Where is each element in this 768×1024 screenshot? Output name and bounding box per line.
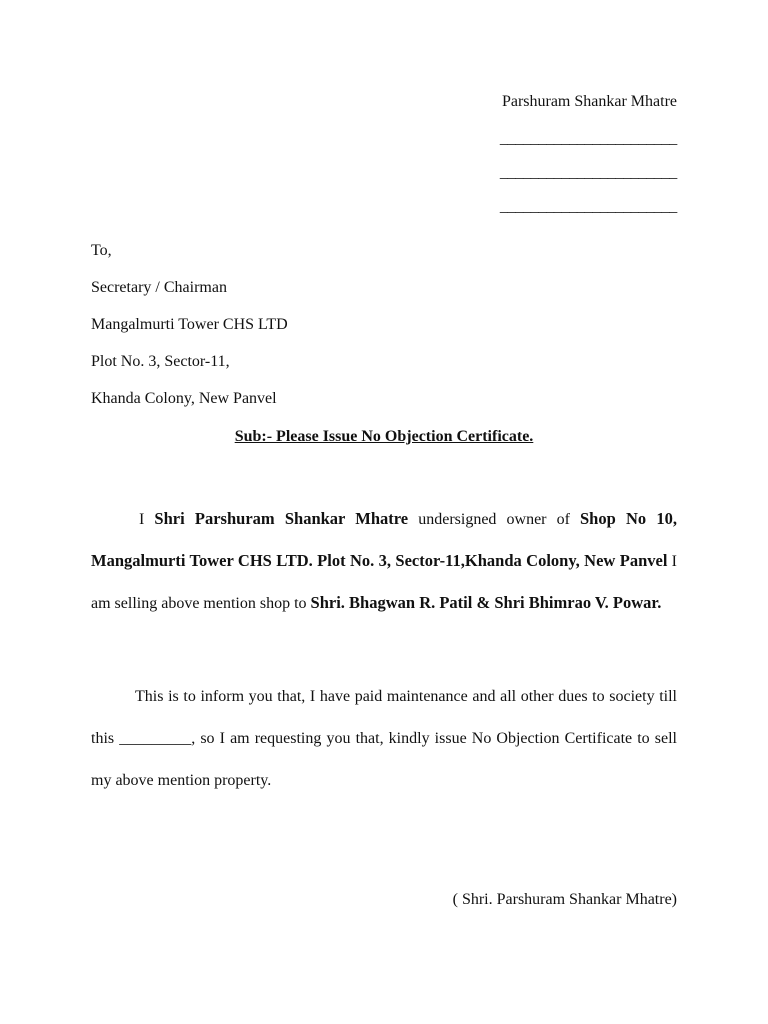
address-blank-line-3: _______________________: [499, 198, 677, 215]
recipient-line-society: Mangalmurti Tower CHS LTD: [91, 316, 288, 333]
subject-line: Sub:- Please Issue No Objection Certificate.: [234, 428, 534, 445]
owner-name: Shri Parshuram Shankar Mhatre: [154, 509, 409, 528]
sender-block: [477, 92, 677, 231]
recipient-line-plot: Plot No. 3, Sector-11,: [91, 353, 230, 370]
address-blank-line-2: _______________________: [499, 164, 677, 181]
sender-name: Parshuram Shankar Mhatre: [501, 93, 677, 110]
signature-line: ( Shri. Parshuram Shankar Mhatre): [452, 891, 677, 908]
shop-address: Shop No 10, Mangalmurti Tower CHS LTD. Plot No. 3, Sector-11,Khanda Colony, New Panvel: [91, 509, 677, 570]
para1-text-2: undersigned owner of: [408, 511, 580, 528]
salutation: To,: [91, 242, 112, 259]
buyer-names: Shri. Bhagwan R. Patil & Shri Bhimrao V. Powar.: [310, 593, 662, 612]
recipient-line-locality: Khanda Colony, New Panvel: [91, 390, 277, 407]
para1-text-1: I: [139, 511, 155, 528]
address-blank-line-1: _______________________: [499, 130, 677, 147]
recipient-line-title: Secretary / Chairman: [91, 279, 227, 296]
body-paragraph-1: [91, 498, 677, 624]
para1-text-3: I am selling above mention shop to: [91, 553, 678, 612]
recipient-block: [91, 241, 651, 426]
body-paragraph-2: This is to inform you that, I have paid maintenance and all other dues to society till this _________, so I am requesting you that, kindly issue No Objection Certificate to sell my above mention property.: [91, 688, 677, 789]
